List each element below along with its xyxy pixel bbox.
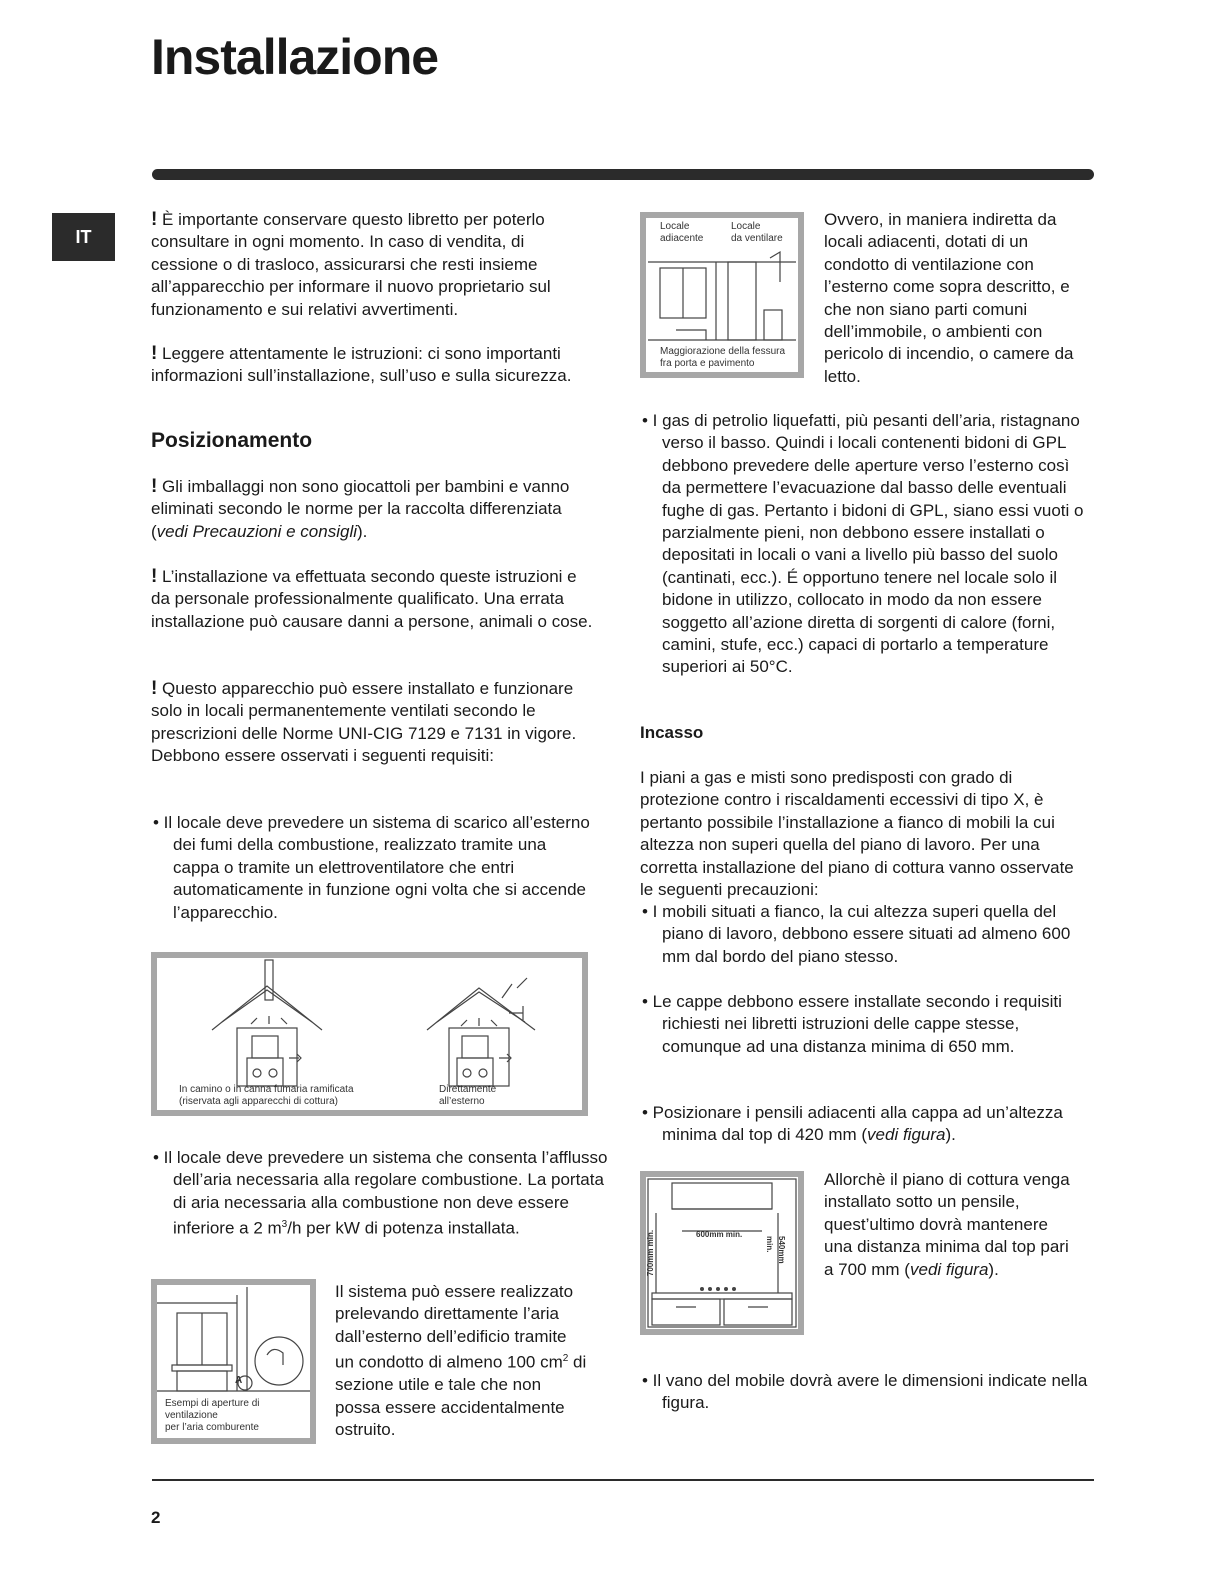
figure-caption-chimney: In camino o in canna fumaria ramificata (riservata agli apparecchi di cottura) xyxy=(179,1084,354,1107)
figure-exhaust-diagram xyxy=(151,952,588,1116)
figure-caption-door-gap: Maggiorazione della fessura fra porta e pavimento xyxy=(660,346,786,369)
figure-caption-external: Direttamente all’esterno xyxy=(439,1084,497,1107)
language-tab: IT xyxy=(52,213,115,261)
figure-adjacent-room xyxy=(640,212,804,378)
adjacent-rooms-paragraph: Ovvero, in maniera indiretta da locali adiacenti, dotati di un condotto di ventilazione con l’esterno come sopra descritto, e che non siano parti comuni dell’immobile, o ambienti con pericolo di incendio, o camere da letto. xyxy=(824,210,1074,386)
page-title: Installazione xyxy=(151,29,439,85)
top-divider xyxy=(152,169,1094,180)
figure-cabinet-dimensions xyxy=(640,1171,804,1335)
dimension-left-label: 700mm min. xyxy=(646,1229,656,1277)
bullet-exhaust-system: • Il locale deve prevedere un sistema di scarico all’esterno dei fumi della combustione, realizzato tramite una cappa o tramite un elettroventilatore che entri automaticamente in funzione ogni volta che si accende l’apparecchio. xyxy=(153,813,590,922)
figure-ventilation-openings xyxy=(151,1279,316,1444)
intro-paragraph-1: ! È importante conservare questo libretto per poterlo consultare in ogni momento. In caso di vendita, di cessione o di trasloco, assicurarsi che resti insieme all’apparecchio per informare il nuovo proprietario sul funzionamento e sui relativi avvertimenti. xyxy=(151,209,551,319)
bullet-gpl: • I gas di petrolio liquefatti, più pesanti dell’aria, ristagnano verso il basso. Quindi i locali contenenti bidoni di GPL debbono prevedere delle aperture verso l’esterno così da permettere l’evacuazione dal basso delle eventuali fughe di gas. Pertanto i bidoni di GPL, siano essi vuoti o parzialmente pieni, non debbono essere installati o depositati in locali o vani a livello più basso del suolo (cantinati, ecc.). É opportuno tenere nel locale solo il bidone in utilizzo, collocato in modo da non essere soggetto all’azione diretta di sorgenti di calore (forni, camini, stufe, ecc.) capaci di portarlo a temperature superiori ai 50°C. xyxy=(642,411,1084,677)
bullet-air-supply: • Il locale deve prevedere un sistema che consenta l’afflusso dell’aria necessaria alla regolare combustione. La portata di aria necessaria alla combustione non deve essere inferiore a 2 $m^3/h$ per kW di potenza installata. xyxy=(153,1148,608,1238)
figure-label-adjacent: Locale adiacente xyxy=(660,221,704,244)
dimension-width-label: 600mm min. xyxy=(696,1230,743,1239)
figure-caption-ventilation: Esempi di aperture di ventilazione per l’aria comburente xyxy=(165,1398,260,1433)
bullet-hood-distance: • Le cappe debbono essere installate secondo i requisiti richiesti nei libretti istruzioni delle cappe stesse, comunque ad una distanza minima di 650 mm. xyxy=(642,992,1062,1056)
dimension-right-label: 540mm min. xyxy=(765,1236,786,1264)
figure-label-a: A xyxy=(235,1375,243,1386)
bullet-furniture-distance: • I mobili situati a fianco, la cui altezza superi quella del piano di lavoro, debbono essere situati ad almeno 600 mm dal bordo del piano stesso. xyxy=(642,902,1071,966)
section-title-posizionamento: Posizionamento xyxy=(151,429,313,452)
incasso-paragraph: I piani a gas e misti sono predisposti con grado di protezione contro i riscaldamenti eccessivi di tipo X, è pertanto possibile l’installazione a fianco di mobili la cui altezza non superi quella del piano di lavoro. Per una corretta installazione del piano di cottura vanno osservate le seguenti precauzioni: xyxy=(640,768,1074,900)
bullet-wall-cabinets: • Posizionare i pensili adiacenti alla cappa ad un’altezza minima dal top di 420 mm (vedi figura). xyxy=(642,1103,1063,1145)
positioning-paragraph-2: ! L’installazione va effettuata secondo queste istruzioni e da personale professionalmente qualificato. Una errata installazione può causare danni a persone, animali o cose. xyxy=(151,566,593,631)
bottom-divider xyxy=(152,1479,1094,1481)
page-number: 2 xyxy=(151,1508,161,1527)
positioning-paragraph-1: ! Gli imballaggi non sono giocattoli per bambini e vanno eliminati secondo le norme per la raccolta differenziata (vedi Precauzioni e consigli). xyxy=(151,476,570,541)
subsection-title-incasso: Incasso xyxy=(640,723,704,742)
cabinet-paragraph: Allorchè il piano di cottura venga installato sotto un pensile, quest’ultimo dovrà mantenere una distanza minima dal top pari a 700 mm (vedi figura). xyxy=(824,1170,1070,1279)
intro-paragraph-2: ! Leggere attentamente le istruzioni: ci sono importanti informazioni sull’installazione, sull’uso e sulla sicurezza. xyxy=(151,343,572,386)
positioning-paragraph-3: ! Questo apparecchio può essere installato e funzionare solo in locali permanentemente ventilati secondo le prescrizioni delle Norme UNI-CIG 7129 e 7131 in vigore. Debbono essere osservati i seguenti requisiti: xyxy=(151,678,577,766)
bullet-cabinet-space: • Il vano del mobile dovrà avere le dimensioni indicate nella figura. xyxy=(642,1371,1088,1413)
figure-label-ventilated: Locale da ventilare xyxy=(731,221,783,244)
ventilation-paragraph: Il sistema può essere realizzato prelevando direttamente l’aria dall’esterno dell’edificio tramite un condotto di almeno 100 $cm^2$ di sezione utile e tale che non possa essere accidentalmente ostruito. xyxy=(335,1282,587,1440)
